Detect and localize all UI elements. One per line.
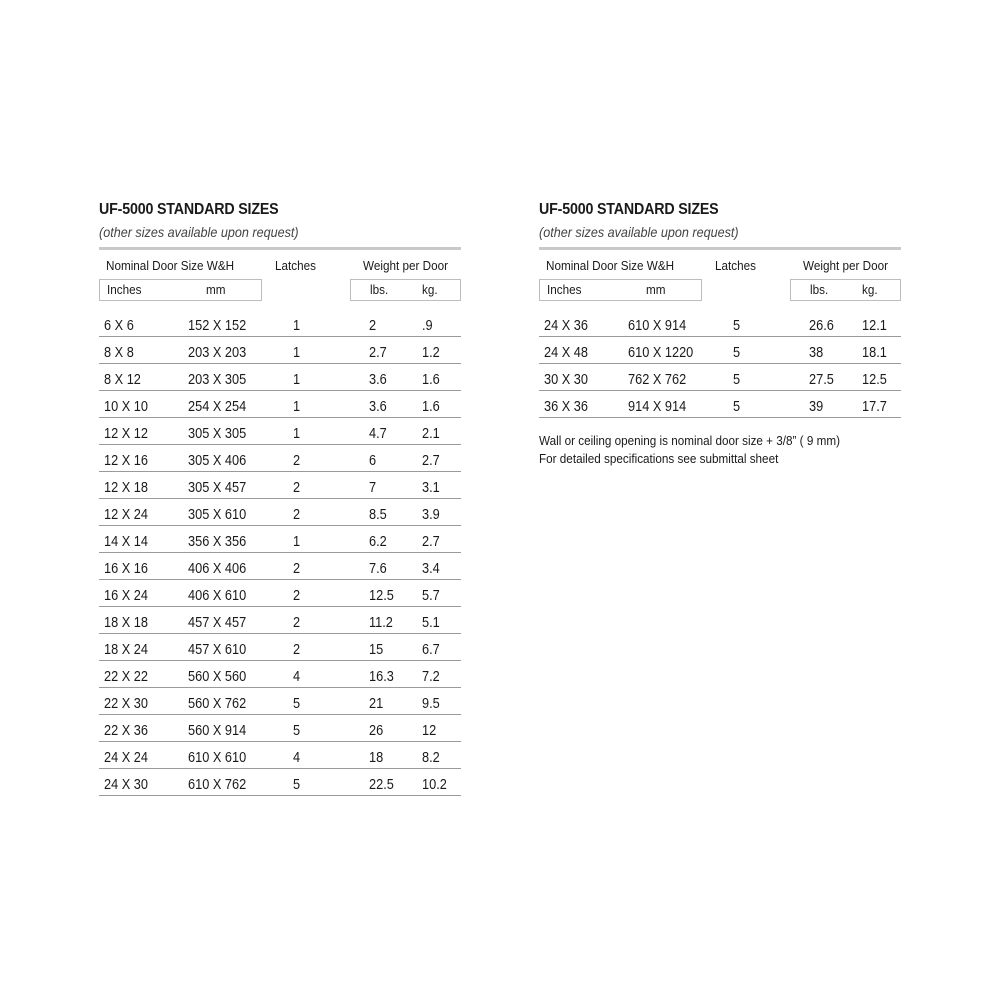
cell-inches: 14 X 14 <box>104 534 148 550</box>
cell-latches: 5 <box>733 399 741 415</box>
cell-mm: 610 X 610 <box>188 750 247 766</box>
cell-lbs: 3.6 <box>369 372 387 388</box>
weight-units-box <box>790 279 901 301</box>
cell-inches: 24 X 30 <box>104 777 148 793</box>
cell-kg: 1.2 <box>422 345 440 361</box>
cell-latches: 1 <box>293 372 301 388</box>
cell-mm: 610 X 914 <box>628 318 687 334</box>
cell-inches: 12 X 16 <box>104 453 148 469</box>
table-row <box>99 769 461 796</box>
cell-lbs: 26.6 <box>809 318 834 334</box>
cell-kg: 2.1 <box>422 426 440 442</box>
cell-inches: 30 X 30 <box>544 372 588 388</box>
cell-latches: 5 <box>293 696 301 712</box>
cell-mm: 305 X 305 <box>188 426 247 442</box>
table-body <box>539 310 901 418</box>
cell-latches: 2 <box>293 588 301 604</box>
header-kg: kg. <box>862 282 878 297</box>
cell-kg: 5.7 <box>422 588 440 604</box>
cell-inches: 24 X 48 <box>544 345 588 361</box>
cell-latches: 5 <box>293 777 301 793</box>
cell-mm: 560 X 914 <box>188 723 247 739</box>
table-row <box>539 337 901 364</box>
sizes-table-right <box>539 200 901 468</box>
cell-mm: 305 X 406 <box>188 453 247 469</box>
cell-lbs: 16.3 <box>369 669 394 685</box>
cell-mm: 914 X 914 <box>628 399 687 415</box>
cell-inches: 24 X 24 <box>104 750 148 766</box>
cell-kg: 9.5 <box>422 696 440 712</box>
table-row <box>99 364 461 391</box>
cell-lbs: 2.7 <box>369 345 387 361</box>
cell-latches: 2 <box>293 480 301 496</box>
cell-kg: .9 <box>422 318 433 334</box>
cell-mm: 560 X 560 <box>188 669 247 685</box>
header-lbs: lbs. <box>810 282 829 297</box>
cell-lbs: 15 <box>369 642 384 658</box>
header-nominal-size: Nominal Door Size W&H <box>546 258 675 273</box>
cell-lbs: 22.5 <box>369 777 394 793</box>
cell-mm: 406 X 610 <box>188 588 247 604</box>
cell-kg: 1.6 <box>422 399 440 415</box>
cell-mm: 762 X 762 <box>628 372 687 388</box>
cell-inches: 24 X 36 <box>544 318 588 334</box>
cell-latches: 1 <box>293 426 301 442</box>
cell-latches: 1 <box>293 318 301 334</box>
cell-latches: 2 <box>293 561 301 577</box>
header-mm: mm <box>646 282 666 297</box>
cell-inches: 12 X 12 <box>104 426 148 442</box>
cell-lbs: 18 <box>369 750 384 766</box>
cell-inches: 16 X 24 <box>104 588 148 604</box>
cell-latches: 4 <box>293 750 301 766</box>
cell-lbs: 3.6 <box>369 399 387 415</box>
header-kg: kg. <box>422 282 438 297</box>
cell-latches: 1 <box>293 399 301 415</box>
footnotes <box>539 432 901 468</box>
table-row <box>99 634 461 661</box>
cell-kg: 5.1 <box>422 615 440 631</box>
cell-lbs: 38 <box>809 345 824 361</box>
table-title: UF-5000 STANDARD SIZES <box>539 201 719 218</box>
cell-inches: 12 X 18 <box>104 480 148 496</box>
table-row <box>99 607 461 634</box>
table-row <box>539 391 901 418</box>
header-weight: Weight per Door <box>803 258 888 273</box>
table-subtitle: (other sizes available upon request) <box>539 224 739 240</box>
cell-latches: 5 <box>733 372 741 388</box>
cell-mm: 305 X 457 <box>188 480 247 496</box>
cell-lbs: 7.6 <box>369 561 387 577</box>
cell-mm: 406 X 406 <box>188 561 247 577</box>
cell-inches: 16 X 16 <box>104 561 148 577</box>
cell-mm: 356 X 356 <box>188 534 247 550</box>
cell-lbs: 27.5 <box>809 372 834 388</box>
header-inches: Inches <box>107 282 142 297</box>
cell-lbs: 26 <box>369 723 384 739</box>
cell-lbs: 7 <box>369 480 377 496</box>
cell-kg: 3.9 <box>422 507 440 523</box>
header-lbs: lbs. <box>370 282 389 297</box>
cell-lbs: 4.7 <box>369 426 387 442</box>
cell-kg: 7.2 <box>422 669 440 685</box>
cell-latches: 1 <box>293 345 301 361</box>
header-latches: Latches <box>715 258 756 273</box>
table-row <box>99 445 461 472</box>
cell-kg: 17.7 <box>862 399 887 415</box>
table-row <box>539 364 901 391</box>
table-title: UF-5000 STANDARD SIZES <box>99 201 279 218</box>
cell-latches: 2 <box>293 507 301 523</box>
header-weight: Weight per Door <box>363 258 448 273</box>
table-header <box>539 250 901 310</box>
cell-kg: 2.7 <box>422 534 440 550</box>
cell-lbs: 6.2 <box>369 534 387 550</box>
table-row <box>539 310 901 337</box>
cell-lbs: 8.5 <box>369 507 387 523</box>
table-body <box>99 310 461 796</box>
cell-kg: 12 <box>422 723 437 739</box>
table-row <box>99 742 461 769</box>
cell-kg: 3.4 <box>422 561 440 577</box>
header-inches: Inches <box>547 282 582 297</box>
header-nominal-size: Nominal Door Size W&H <box>106 258 235 273</box>
cell-mm: 152 X 152 <box>188 318 247 334</box>
cell-inches: 18 X 18 <box>104 615 148 631</box>
cell-inches: 8 X 12 <box>104 372 141 388</box>
header-latches: Latches <box>275 258 316 273</box>
cell-lbs: 11.2 <box>369 615 393 631</box>
cell-lbs: 21 <box>369 696 384 712</box>
cell-latches: 4 <box>293 669 301 685</box>
note-opening-size: Wall or ceiling opening is nominal door size + 3/8” ( 9 mm) <box>539 433 840 448</box>
cell-mm: 610 X 1220 <box>628 345 694 361</box>
cell-kg: 6.7 <box>422 642 440 658</box>
cell-lbs: 39 <box>809 399 824 415</box>
cell-inches: 22 X 36 <box>104 723 148 739</box>
cell-lbs: 6 <box>369 453 377 469</box>
table-row <box>99 553 461 580</box>
cell-mm: 203 X 305 <box>188 372 247 388</box>
cell-mm: 305 X 610 <box>188 507 247 523</box>
table-row <box>99 715 461 742</box>
cell-inches: 12 X 24 <box>104 507 148 523</box>
table-row <box>99 310 461 337</box>
table-row <box>99 337 461 364</box>
cell-mm: 457 X 610 <box>188 642 247 658</box>
table-row <box>99 472 461 499</box>
cell-latches: 2 <box>293 453 301 469</box>
header-mm: mm <box>206 282 226 297</box>
cell-kg: 12.5 <box>862 372 887 388</box>
cell-inches: 8 X 8 <box>104 345 134 361</box>
table-row <box>99 418 461 445</box>
size-units-box <box>539 279 702 301</box>
cell-lbs: 12.5 <box>369 588 394 604</box>
note-submittal-sheet: For detailed specifications see submittal sheet <box>539 451 779 466</box>
cell-kg: 3.1 <box>422 480 440 496</box>
cell-inches: 22 X 22 <box>104 669 148 685</box>
cell-mm: 457 X 457 <box>188 615 247 631</box>
cell-latches: 2 <box>293 615 301 631</box>
table-header <box>99 250 461 310</box>
table-row <box>99 391 461 418</box>
cell-mm: 203 X 203 <box>188 345 247 361</box>
cell-kg: 10.2 <box>422 777 447 793</box>
table-row <box>99 499 461 526</box>
table-row <box>99 661 461 688</box>
table-subtitle: (other sizes available upon request) <box>99 224 299 240</box>
cell-inches: 22 X 30 <box>104 696 148 712</box>
cell-latches: 5 <box>733 318 741 334</box>
cell-kg: 8.2 <box>422 750 440 766</box>
cell-inches: 18 X 24 <box>104 642 148 658</box>
cell-latches: 5 <box>733 345 741 361</box>
cell-mm: 254 X 254 <box>188 399 247 415</box>
cell-mm: 610 X 762 <box>188 777 247 793</box>
cell-mm: 560 X 762 <box>188 696 247 712</box>
cell-inches: 36 X 36 <box>544 399 588 415</box>
cell-kg: 18.1 <box>862 345 887 361</box>
table-row <box>99 688 461 715</box>
table-row <box>99 526 461 553</box>
cell-inches: 10 X 10 <box>104 399 148 415</box>
sizes-table-left <box>99 200 461 796</box>
cell-kg: 1.6 <box>422 372 440 388</box>
size-units-box <box>99 279 262 301</box>
cell-kg: 2.7 <box>422 453 440 469</box>
cell-inches: 6 X 6 <box>104 318 134 334</box>
table-row <box>99 580 461 607</box>
cell-lbs: 2 <box>369 318 377 334</box>
cell-latches: 5 <box>293 723 301 739</box>
cell-latches: 2 <box>293 642 301 658</box>
cell-kg: 12.1 <box>862 318 887 334</box>
weight-units-box <box>350 279 461 301</box>
cell-latches: 1 <box>293 534 301 550</box>
